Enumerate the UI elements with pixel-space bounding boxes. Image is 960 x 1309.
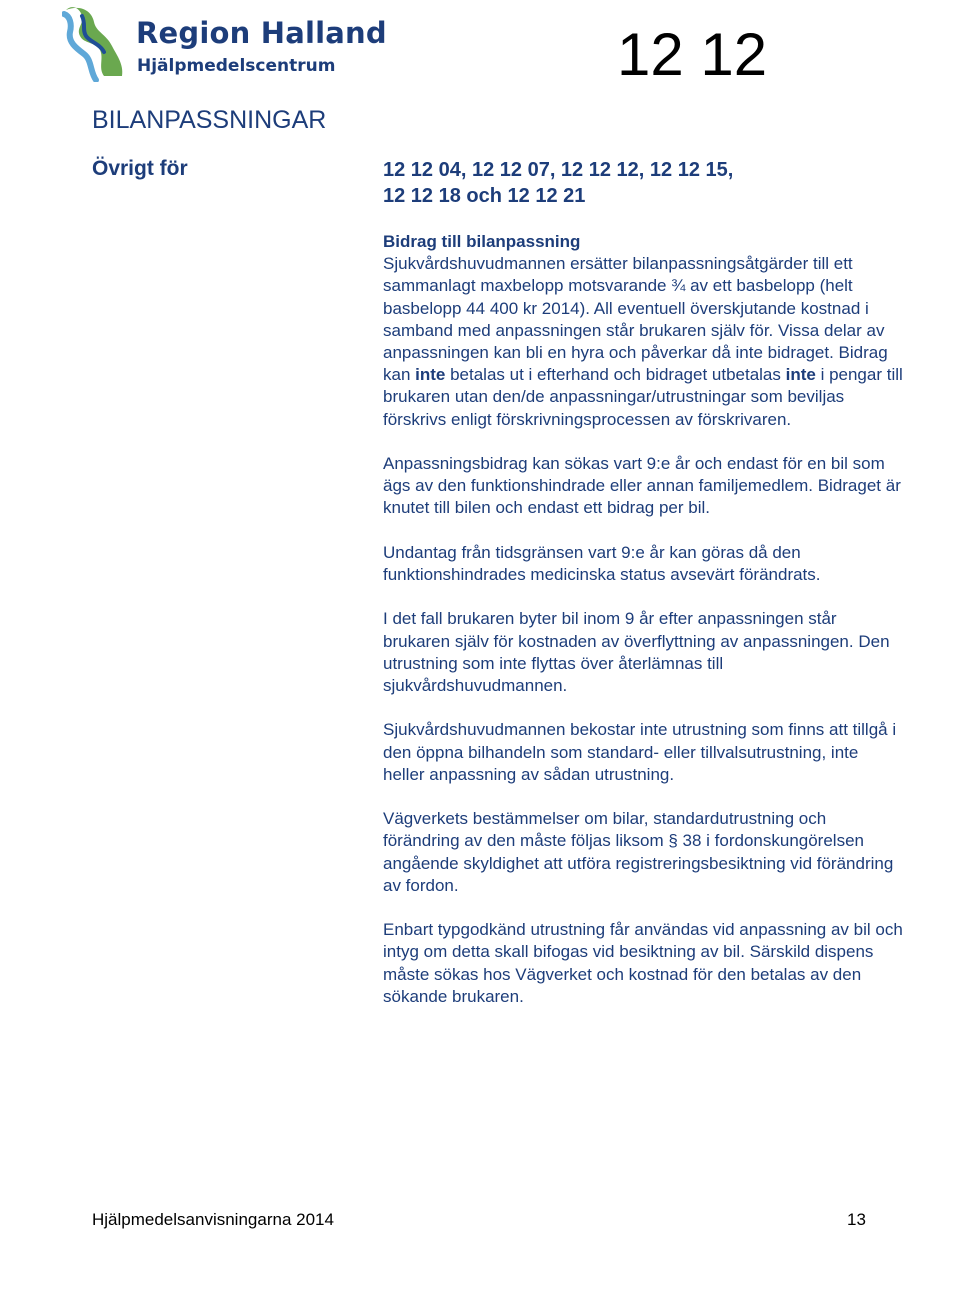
section-label: Övrigt för (92, 157, 188, 180)
paragraph-text: i pengar till brukaren utan den/de anpassningar/utrustningar som beviljas förskrivs enligt förskrivningsprocessen av förskrivaren. (383, 365, 903, 429)
emphasis-text: inte (415, 365, 446, 385)
paragraph-typgodkand: Enbart typgodkänd utrustning får användas vid anpassning av bil och intyg om detta skall bifogas vid besiktning av bil. Särskild dispens måste sökas hos Vägverket och kostnad för den betalas av den sökande brukaren. (383, 920, 903, 1006)
page-number: 13 (847, 1210, 866, 1229)
code-list-line-2: 12 12 18 och 12 12 21 (383, 185, 586, 207)
logo-subtitle: Hjälpmedelscentrum (137, 56, 336, 76)
paragraph-heading: Bidrag till bilanpassning (383, 232, 581, 251)
code-list-line-1: 12 12 04, 12 12 07, 12 12 12, 12 12 15, (383, 159, 734, 181)
category-title: BILANPASSNINGAR (92, 106, 327, 134)
paragraph-text: betalas ut i efterhand och bidraget utbetalas (445, 365, 786, 385)
logo-name: Region Halland (136, 16, 387, 50)
code-list (383, 157, 733, 209)
logo-mark-icon (62, 2, 132, 82)
section-code: 12 12 (617, 21, 768, 88)
body-text (383, 231, 903, 1008)
paragraph-standardutrustning: Sjukvårdshuvudmannen bekostar inte utrustning som finns att tillgå i den öppna bilhandeln som standard- eller tillvalsutrustning, inte heller anpassning av sådan utrustning. (383, 720, 897, 784)
region-halland-logo (62, 2, 387, 84)
paragraph-anpassningsbidrag: Anpassningsbidrag kan sökas vart 9:e år och endast för en bil som ägs av den funktionshindrade eller annan familjemedlem. Bidraget är knutet till bilen och endast ett bidrag per bil. (383, 454, 901, 518)
footer-title: Hjälpmedelsanvisningarna 2014 (92, 1210, 334, 1229)
paragraph-undantag: Undantag från tidsgränsen vart 9:e år kan göras då den funktionshindrades medicinska status avsevärt förändrats. (383, 542, 821, 585)
paragraph-bidrag (383, 231, 903, 431)
paragraph-byte-bil: I det fall brukaren byter bil inom 9 år efter anpassningen står brukaren själv för kostnaden av överflyttning av anpassningen. Den utrustning som inte flyttas över återlämnas till sjukvårdshuvudmannen. (383, 609, 890, 696)
paragraph-text: Sjukvårdshuvudmannen ersätter bilanpassningsåtgärder till ett sammanlagt maxbelopp motsvarande ¾ av ett basbelopp (helt basbelopp 44 400 kr 2014). All eventuell överskjutande kostnad i samband med anpassningen står brukaren själv för. Vissa delar av anpassningen kan bli en hyra och påverkar då inte bidraget. Bidrag kan (383, 254, 888, 385)
emphasis-text: inte (785, 365, 816, 385)
paragraph-vagverket: Vägverkets bestämmelser om bilar, standardutrustning och förändring av den måste följas liksom § 38 i fordonskungörelsen angående skyldighet att utföra registreringsbesiktning vid förändring av fordon. (383, 809, 894, 895)
